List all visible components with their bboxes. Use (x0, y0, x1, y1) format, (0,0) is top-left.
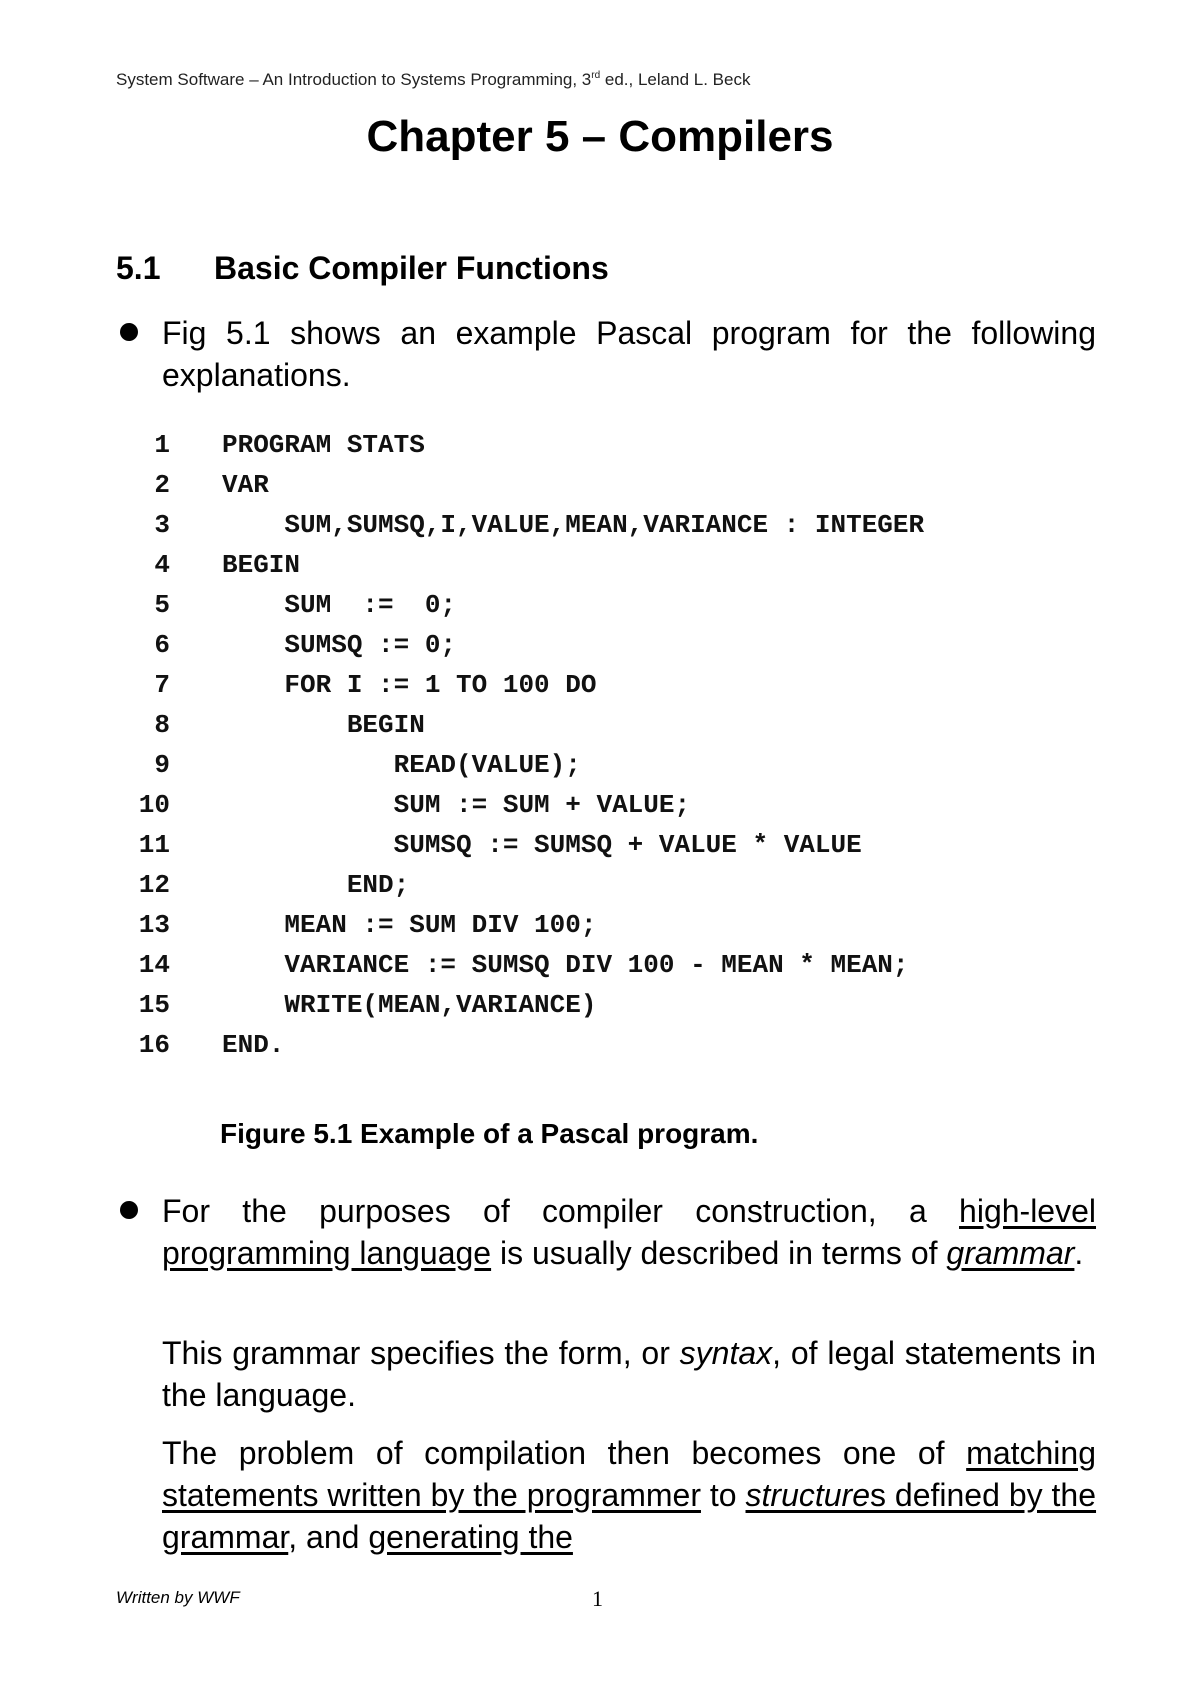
header-prefix: System Software – An Introduction to Systems Programming, 3 (116, 70, 592, 89)
figure-caption: Figure 5.1 Example of a Pascal program. (220, 1118, 759, 1149)
underlined-term: s defined by the grammar (162, 1477, 1097, 1555)
code-text: READ(VALUE); (222, 750, 581, 780)
underlined-term: high-level programming language (162, 1193, 1096, 1271)
line-number: 6 (154, 630, 170, 660)
bullet-item (116, 312, 1096, 396)
code-text: VAR (222, 470, 269, 500)
line-number: 2 (154, 470, 170, 500)
code-text: SUMSQ := 0; (222, 630, 457, 660)
paragraph (162, 1432, 1096, 1558)
line-number: 9 (154, 750, 170, 780)
line-number: 16 (138, 1030, 170, 1060)
line-number: 4 (154, 550, 170, 580)
section-number: 5.1 (116, 250, 161, 286)
line-number: 10 (138, 790, 170, 820)
bullet-text: Fig 5.1 shows an example Pascal program for the following explanations. (162, 315, 1096, 393)
line-number: 8 (154, 710, 170, 740)
line-number: 15 (138, 990, 170, 1020)
code-text: END. (222, 1030, 285, 1060)
text-run: For the purposes of compiler construction, a (162, 1193, 960, 1229)
text-run: , of legal statements in the language. (162, 1335, 1097, 1413)
header-suffix: ed., Leland L. Beck (600, 70, 751, 89)
header-superscript: rd (591, 70, 601, 81)
footer-author: Written by WWF (116, 1588, 240, 1607)
text-run: This grammar specifies the form, or (162, 1335, 680, 1371)
line-number: 1 (154, 430, 170, 460)
page-number: 1 (592, 1586, 603, 1611)
code-text: BEGIN (222, 710, 425, 740)
line-number: 14 (138, 950, 170, 980)
bullet-icon (120, 1201, 138, 1219)
code-text: SUMSQ := SUMSQ + VALUE * VALUE (222, 830, 862, 860)
bullet-item (116, 1190, 1096, 1274)
italic-term: grammar (946, 1235, 1075, 1271)
code-text: SUM := SUM + VALUE; (222, 790, 691, 820)
code-text: END; (222, 870, 410, 900)
code-text: MEAN := SUM DIV 100; (222, 910, 597, 940)
underlined-term: matching statements written by the programmer (162, 1435, 1096, 1513)
bullet-icon (120, 323, 138, 341)
bullet-text (162, 1190, 1096, 1274)
line-number: 5 (154, 590, 170, 620)
running-header (116, 70, 750, 90)
text-run: . (1074, 1235, 1084, 1271)
line-number: 13 (138, 910, 170, 940)
code-text: SUM,SUMSQ,I,VALUE,MEAN,VARIANCE : INTEGER (222, 510, 925, 540)
text-run: The problem of compilation then becomes one of (162, 1435, 967, 1471)
chapter-title: Chapter 5 – Compilers (366, 112, 834, 161)
code-text: VARIANCE := SUMSQ DIV 100 - MEAN * MEAN; (222, 950, 909, 980)
code-text: FOR I := 1 TO 100 DO (222, 670, 597, 700)
text-run: to (700, 1477, 746, 1513)
italic-term: structure (745, 1477, 870, 1513)
text-run: is usually described in terms of (491, 1235, 947, 1271)
section-title: Basic Compiler Functions (214, 250, 609, 286)
line-number: 12 (138, 870, 170, 900)
italic-term: syntax (679, 1335, 773, 1371)
underlined-term: generating the (368, 1519, 573, 1555)
code-text: SUM := 0; (222, 590, 457, 620)
line-number: 3 (154, 510, 170, 540)
text-run: , and (288, 1519, 369, 1555)
paragraph (162, 1332, 1096, 1416)
line-number: 11 (138, 830, 170, 860)
code-text: WRITE(MEAN,VARIANCE) (222, 990, 597, 1020)
section-heading (116, 250, 609, 287)
code-text: PROGRAM STATS (222, 430, 425, 460)
line-number: 7 (154, 670, 170, 700)
code-text: BEGIN (222, 550, 301, 580)
